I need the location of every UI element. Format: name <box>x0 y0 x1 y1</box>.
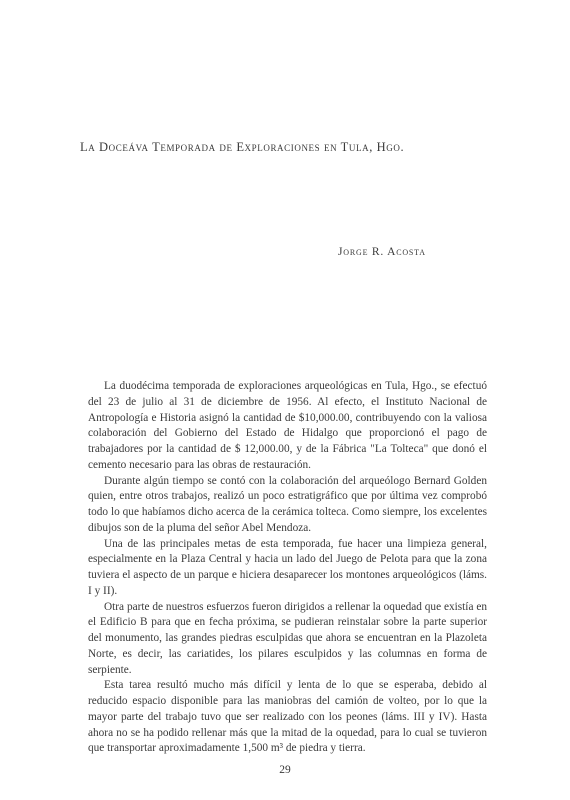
body-paragraph: Otra parte de nuestros esfuerzos fueron dirigidos a rellenar la oquedad que existía en el Edificio B para que en fecha próxima, se pudieran reinstalar sobre la parte superior del monumento, las grandes piedras esculpidas que ahora se encuentran en la Plazoleta Norte, es decir, las cariatides, los pilares esculpidos y las columnas en forma de serpiente. <box>88 600 487 676</box>
body-paragraph: Durante algún tiempo se contó con la colaboración del arqueólogo Bernard Golden quien, entre otros trabajos, realizó un poco estratigráfico que por última vez comprobó todo lo que habíamos dicho acerca de la cerámica tolteca. Como siempre, los excelentes dibujos son de la pluma del señor Abel Mendoza. <box>88 474 487 534</box>
body-paragraph: Esta tarea resultó mucho más difícil y lenta de lo que se esperaba, debido al reducido espacio disponible para las maniobras del camión de volteo, por lo que la mayor parte del trabajo tuvo que ser realizado con los peones (láms. III y IV). Hasta ahora no se ha podido rellenar más que la mitad de la oquedad, para lo cual se tuvieron que transportar aproximadamente 1,500 m³ de piedra y tierra. <box>88 679 487 755</box>
article-author: Jorge R. Acosta <box>338 246 426 258</box>
body-paragraph: La duodécima temporada de exploraciones arqueológicas en Tula, Hgo., se efectuó del 23 de julio al 31 de diciembre de 1956. Al efecto, el Instituto Nacional de Antropología e Historia asignó la cantidad de $10,000.00, contribuyendo con la valiosa colaboración del Gobierno del Estado de Hidalgo que proporcionó el pago de trabajadores por la cantidad de $ 12,000.00, y de la Fábrica "La Tolteca" que donó el cemento necesario para las obras de restauración. <box>88 380 487 471</box>
article-title: La Doceáva Temporada de Exploraciones en Tula, Hgo. <box>80 140 405 154</box>
article-body <box>88 379 487 757</box>
body-paragraph: Una de las principales metas de esta temporada, fue hacer una limpieza general, especialmente en la Plaza Central y hacia un lado del Juego de Pelota para que la zona tuviera el aspecto de un parque e hiciera desaparecer los montones arqueológicos (láms. I y II). <box>88 537 487 597</box>
page-number: 29 <box>279 764 291 776</box>
